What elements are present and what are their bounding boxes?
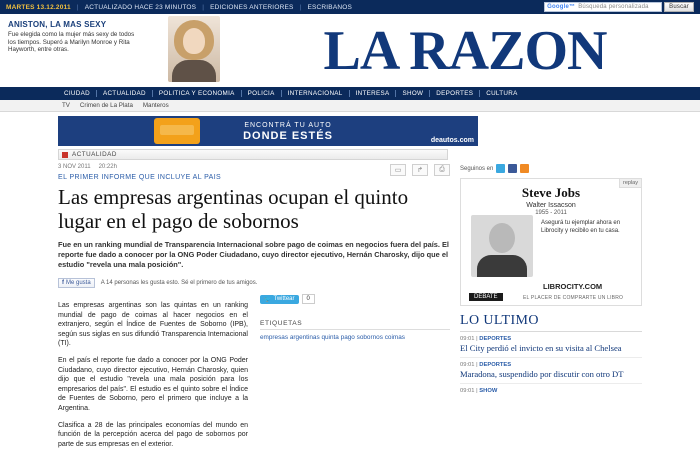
tags-list[interactable]: empresas argentinas quinta pago sobornos coimas (260, 334, 405, 341)
content-columns (0, 160, 700, 449)
facebook-like-label: Me gusta (66, 280, 91, 286)
article-paragraph: Clasifica a 28 de las principales economías del mundo en función de la percepción acerca del pago de sobornos por parte de sus empresas en el exterior. (58, 421, 248, 448)
current-date: MARTES 13.12.2011 (6, 3, 71, 11)
last-updated-label: ACTUALIZADO HACE 23 MINUTOS (84, 3, 197, 11)
search-input[interactable] (544, 2, 662, 12)
promo-text: Fue elegida como la mujer más sexy de todos los tiempos. Superó a Marilyn Monroe y Rita Hayworth, entre otras. (8, 31, 135, 54)
ad-brand: LIBROCITY.COM (543, 282, 603, 291)
news-section: DEPORTES (479, 336, 512, 342)
page-title: Las empresas argentinas ocupan el quinto lugar en el pago de sobornos (58, 185, 409, 233)
portrait-head (489, 223, 515, 253)
comment-icon[interactable]: ▭ (390, 164, 406, 176)
divider: | (476, 336, 478, 342)
facebook-icon[interactable] (508, 164, 517, 173)
divider: | (202, 3, 205, 11)
photo-body (172, 60, 216, 82)
subnav-item-manteros[interactable]: Manteros (142, 102, 169, 109)
twitter-share[interactable] (260, 294, 450, 304)
nav-item-actualidad[interactable]: ACTUALIDAD (102, 90, 146, 97)
ad-title: Steve Jobs (521, 185, 581, 200)
search-button[interactable]: Buscar (664, 2, 694, 12)
divider (460, 331, 642, 332)
news-meta (460, 336, 642, 342)
rss-icon[interactable] (520, 164, 529, 173)
search-area (544, 2, 694, 12)
article-body-left (58, 294, 248, 449)
latest-news-module (460, 313, 642, 394)
article-paragraph: Las empresas argentinas son las quintas en un ranking mundial de pago de coimas al hacer negocios en el extranjero, según el Índice de Fuentes de Soborno (IPB), según sus siglas en sus difundió Transparencia Internacional (TI). (58, 302, 248, 348)
section-label: ACTUALIDAD (72, 151, 117, 158)
article-column (58, 164, 450, 449)
google-logo: Google™ (547, 4, 576, 10)
previous-editions-link[interactable]: EDICIONES ANTERIORES (210, 3, 294, 11)
nav-item-politica-economia[interactable]: POLITICA Y ECONOMIA (158, 90, 235, 97)
facebook-like-button[interactable] (58, 278, 95, 288)
librocity-bars-icon (543, 265, 547, 279)
nav-item-show[interactable]: SHOW (402, 90, 424, 97)
article-kicker: EL PRIMER INFORME QUE INCLUYE AL PAIS (58, 174, 222, 181)
news-section: DEPORTES (479, 362, 512, 368)
twitter-icon[interactable] (496, 164, 505, 173)
news-title[interactable]: Maradona, suspendido por discutir con otro DT (460, 369, 624, 379)
ad-years: 1955 - 2011 (535, 210, 567, 216)
news-time: 09:01 (460, 388, 475, 394)
social-actions (58, 278, 450, 288)
news-time: 09:01 (460, 336, 475, 342)
ad-banner-wrap (0, 112, 700, 146)
ad-tagline: EL PLACER DE COMPRARTE UN LIBRO (523, 295, 624, 301)
nav-item-internacional[interactable]: INTERNACIONAL (287, 90, 343, 97)
article-lead: Fue en un ranking mundial de Transparencia Internacional sobre pago de coimas en negocios fuera del país. El reporte fue dado a conocer por la ONG Poder Ciudadano, cuyo director ejecutivo, Hernán Charosky, dijo que el estudio "revela una mala posición". (58, 240, 449, 269)
news-section: SHOW (479, 388, 498, 394)
divider: | (476, 388, 478, 394)
article-body-columns (58, 294, 450, 449)
article-tools (390, 164, 450, 176)
promo-title: ANISTON, LA MAS SEXY (8, 20, 107, 29)
site-logo[interactable] (240, 14, 700, 87)
nav-item-ciudad[interactable]: CIUDAD (64, 90, 90, 97)
news-meta (460, 362, 642, 368)
article-body-right (260, 294, 450, 449)
sidebar-ad-librocity[interactable] (460, 178, 642, 306)
twitter-count: 0 (302, 294, 315, 304)
banner-text (243, 121, 333, 142)
divider: | (299, 3, 302, 11)
nav-item-cultura[interactable]: CULTURA (486, 90, 518, 97)
follow-us-row (460, 164, 642, 173)
share-icon[interactable]: ↱ (412, 164, 428, 176)
ad-portrait-image (471, 215, 533, 277)
site-logo-text: LA RAZON (323, 19, 607, 82)
sidebar-column (460, 164, 642, 449)
divider (460, 383, 642, 384)
main-navigation (0, 87, 700, 100)
tags-header: ETIQUETAS (260, 320, 450, 330)
divider: | (476, 362, 478, 368)
tags-box (260, 320, 450, 342)
nav-item-interesa[interactable]: INTERESA (355, 90, 390, 97)
promo-photo (168, 16, 220, 82)
article-paragraph: En el país el reporte fue dado a conocer por la ONG Poder Ciudadano, cuyo director ejecutivo, Hernán Charosky, quien dijo que el estudio "revela una mala posición para los empresarios del país". El estudio es el quinto sobre el Índice de Fuentes de Soborno, pero el primero que incluye a la Argentina. (58, 356, 248, 412)
divider (460, 357, 642, 358)
subnav-item-tv[interactable]: TV (62, 102, 70, 109)
divider: | (76, 3, 79, 11)
contact-link[interactable]: ESCRIBANOS (307, 3, 353, 11)
list-item[interactable] (460, 362, 642, 384)
facebook-like-count-text: A 14 personas les gusta esto. Sé el primero de tus amigos. (100, 280, 258, 286)
list-item[interactable] (460, 388, 642, 394)
nav-item-policia[interactable]: POLICIA (247, 90, 275, 97)
replay-button[interactable]: replay (619, 179, 641, 188)
promo-teaser[interactable] (0, 14, 240, 87)
portrait-shoulders (477, 255, 527, 277)
list-item[interactable] (460, 336, 642, 358)
car-graphic (154, 118, 200, 144)
twitter-button[interactable] (260, 295, 299, 304)
article-time: 20:22h (98, 164, 117, 170)
masthead (0, 14, 700, 87)
top-utility-bar (0, 0, 700, 14)
search-placeholder: Búsqueda personalizada (578, 4, 649, 10)
latest-news-header: LO ULTIMO (460, 313, 539, 328)
photo-face (183, 28, 205, 54)
ad-copy: Asegurá tu ejemplar ahora en Librocity y recibilo en tu casa. (541, 220, 621, 234)
print-icon[interactable]: ⎙ (434, 164, 450, 176)
news-title[interactable]: El City perdió el invicto en su visita al Chelsea (460, 343, 622, 353)
ad-banner-deautos[interactable] (58, 116, 478, 146)
section-marker-icon (62, 152, 68, 158)
ad-author: Walter Issacson (526, 202, 576, 209)
facebook-icon: f (62, 280, 64, 286)
news-time: 09:01 (460, 362, 475, 368)
subnav-item-crimen-la-plata[interactable]: Crimen de La Plata (79, 102, 133, 109)
banner-line-2: DONDE ESTÉS (243, 129, 333, 142)
news-meta (460, 388, 642, 394)
banner-line-1: ENCONTRÁ TU AUTO (244, 121, 332, 129)
twitter-label: Twittear (273, 296, 295, 302)
banner-brand: deautos.com (430, 137, 474, 144)
sub-navigation (0, 100, 700, 112)
ad-publisher-button[interactable]: DEBATE (469, 293, 503, 301)
nav-item-deportes[interactable]: DEPORTES (436, 90, 474, 97)
follow-us-label: Seguinos en (460, 165, 494, 172)
twitter-icon: 🐦 (264, 296, 272, 303)
section-strip (58, 149, 448, 160)
article-date: 3 NOV 2011 (58, 164, 91, 170)
